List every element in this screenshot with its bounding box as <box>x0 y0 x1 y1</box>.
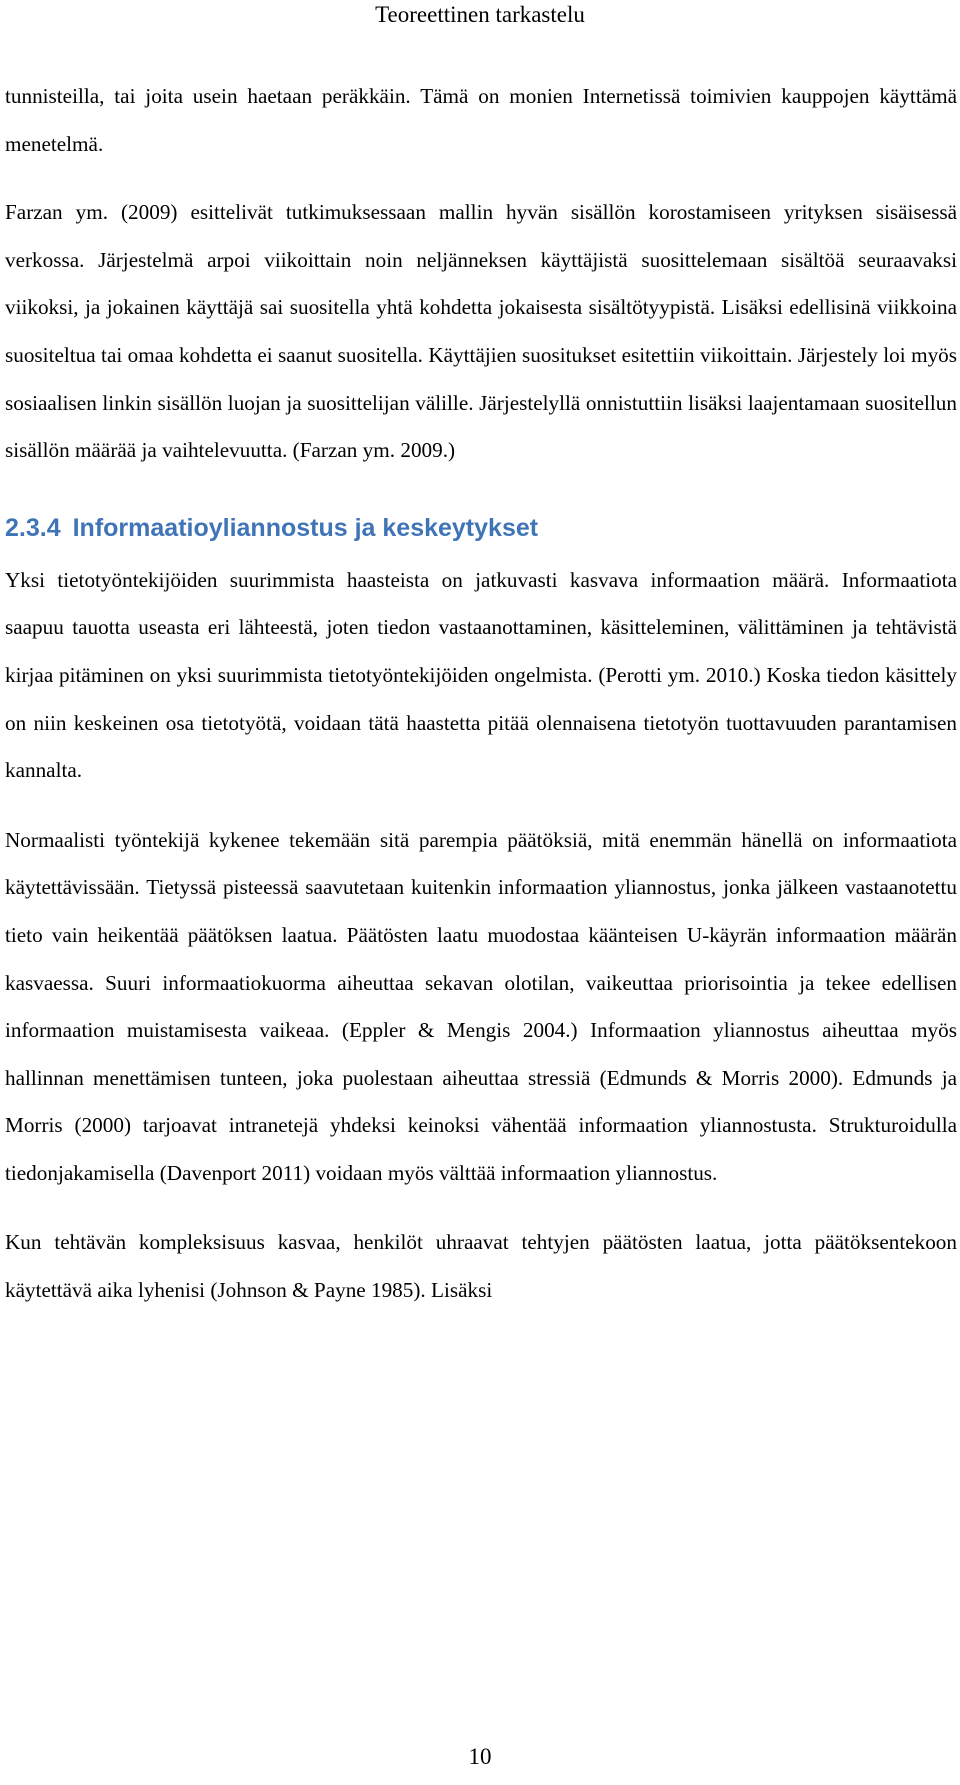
section-number: 2.3.4 <box>5 513 61 542</box>
paragraph-farzan: Farzan ym. (2009) esittelivät tutkimuksessaan mallin hyvän sisällön korostamiseen yrityksen sisäisessä verkossa. Järjestelmä arpoi viikoittain noin neljänneksen käyttäjistä suosittelemaan sisältöä seuraavaksi viikoksi, ja jokainen käyttäjä sai suositella yhtä kohdetta jokaisesta sisältötyypistä. Lisäksi edellisinä viikkoina suositeltua tai omaa kohdetta ei saanut suositella. Käyttäjien suositukset esitettiin viikoittain. Järjestely loi myös sosiaalisen linkin sisällön luojan ja suosittelijan välille. Järjestelyllä onnistuttiin lisäksi laajentamaan suositellun sisällön määrää ja vaihtelevuutta. (Farzan ym. 2009.) <box>5 200 957 463</box>
section-title: Informaatioyliannostus ja keskeytykset <box>72 513 539 542</box>
section-heading <box>5 503 957 553</box>
paragraph-task-complexity: Kun tehtävän kompleksisuus kasvaa, henkilöt uhraavat tehtyjen päätösten laatua, jotta päätöksentekoon käytettävä aika lyhenisi (Johnson & Payne 1985). Lisäksi <box>5 1230 957 1303</box>
paragraph-continuation: tunnisteilla, tai joita usein haetaan peräkkäin. Tämä on monien Internetissä toimivien kauppojen käyttämä menetelmä. <box>5 84 957 156</box>
page-body <box>5 73 957 1315</box>
paragraph-information-overload: Normaalisti työntekijä kykenee tekemään sitä parempia päätöksiä, mitä enemmän hänellä on informaatiota käytettävissään. Tietyssä pisteessä saavutetaan kuitenkin informaation yliannostus, jonka jälkeen vastaanotettu tieto vain heikentää päätöksen laatua. Päätösten laatu muodostaa käänteisen U-käyrän informaation määrän kasvaessa. Suuri informaatiokuorma aiheuttaa sekavan olotilan, vaikeuttaa priorisointia ja tekee edellisen informaation muistamisesta vaikeaa. (Eppler & Mengis 2004.) Informaation yliannostus aiheuttaa myös hallinnan menettämisen tunteen, joka puolestaan aiheuttaa stressiä (Edmunds & Morris 2000). Edmunds ja Morris (2000) tarjoavat intranetejä yhdeksi keinoksi vähentää informaation yliannostusta. Strukturoidulla tiedonjakamisella (Davenport 2011) voidaan myös välttää informaation yliannostus. <box>5 827 957 1185</box>
paragraph-information-amount: Yksi tietotyöntekijöiden suurimmista haasteista on jatkuvasti kasvava informaation määrä. Informaatiota saapuu tauotta useasta eri lähteestä, joten tiedon vastaanottaminen, käsitteleminen, välittäminen ja tehtävistä kirjaa pitäminen on yksi suurimmista tietotyöntekijöiden ongelmista. (Perotti ym. 2010.) Koska tiedon käsittely on niin keskeinen osa tietotyötä, voidaan tätä haastetta pitää olennaisena tietotyön tuottavuuden parantamisen kannalta. <box>5 567 957 783</box>
running-header: Teoreettinen tarkastelu <box>375 2 585 27</box>
page-number: 10 <box>468 1744 492 1769</box>
